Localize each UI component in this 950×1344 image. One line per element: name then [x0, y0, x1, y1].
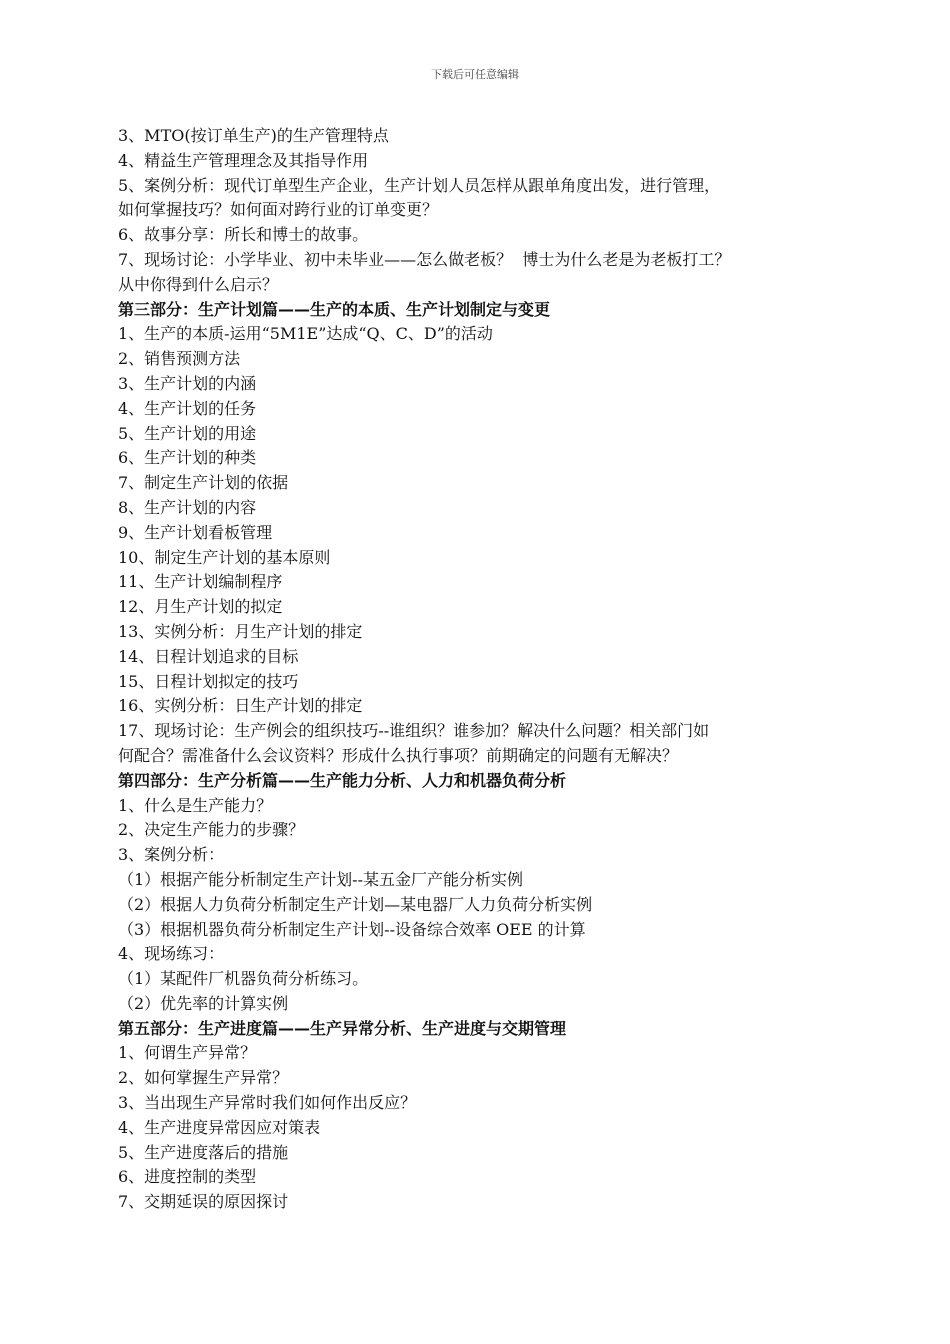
text-line: 1、何谓生产异常？ [118, 1043, 257, 1063]
text-line: 1、生产的本质-运用“5M1E”达成“Q、C、D”的活动 [118, 324, 493, 344]
text-line: 4、生产计划的任务 [118, 398, 257, 418]
text-line: 3、当出现生产异常时我们如何作出反应？ [118, 1093, 417, 1113]
document-body [118, 124, 838, 1215]
text-line: 16、实例分析：日生产计划的排定 [118, 696, 363, 716]
text-line: 如何掌握技巧？如何面对跨行业的订单变更？ [118, 200, 439, 220]
text-line: 1、什么是生产能力？ [118, 795, 273, 815]
text-line: 17、现场讨论：生产例会的组织技巧--谁组织？谁参加？解决什么问题？相关部门如 [118, 721, 710, 741]
text-line: 3、生产计划的内涵 [118, 373, 257, 393]
text-line: 15、日程计划拟定的技巧 [118, 671, 299, 691]
text-line: 14、日程计划追求的目标 [118, 646, 299, 666]
text-line: 4、精益生产管理理念及其指导作用 [118, 150, 369, 170]
text-line: 10、制定生产计划的基本原则 [118, 547, 331, 567]
text-line: （3）根据机器负荷分析制定生产计划--设备综合效率 OEE 的计算 [118, 919, 586, 939]
page-header: 下载后可任意编辑 [431, 68, 519, 81]
text-line: （1）根据产能分析制定生产计划--某五金厂产能分析实例 [118, 869, 523, 889]
text-line: 从中你得到什么启示？ [118, 274, 279, 294]
section-heading: 第四部分：生产分析篇——生产能力分析、人力和机器负荷分析 [118, 770, 567, 790]
text-line: 何配合？需准备什么会议资料？形成什么执行事项？前期确定的问题有无解决？ [118, 745, 679, 765]
text-line: 7、交期延误的原因探讨 [118, 1192, 289, 1212]
text-line: 5、生产计划的用途 [118, 423, 257, 443]
text-line: 4、生产进度异常因应对策表 [118, 1117, 321, 1137]
text-line: 8、生产计划的内容 [118, 497, 257, 517]
text-line: 6、进度控制的类型 [118, 1167, 257, 1187]
text-line: 7、现场讨论：小学毕业、初中未毕业——怎么做老板？ 博士为什么老是为老板打工？ [118, 249, 731, 269]
section-heading: 第五部分：生产进度篇——生产异常分析、生产进度与交期管理 [118, 1018, 567, 1038]
text-line: （1）某配件厂机器负荷分析练习。 [118, 969, 369, 989]
text-line: 11、生产计划编制程序 [118, 572, 283, 592]
text-line: 2、决定生产能力的步骤？ [118, 820, 305, 840]
text-line: 5、生产进度落后的措施 [118, 1142, 289, 1162]
section-heading: 第三部分：生产计划篇——生产的本质、生产计划制定与变更 [118, 299, 551, 319]
text-line: 2、销售预测方法 [118, 349, 241, 369]
text-line: （2）优先率的计算实例 [118, 993, 289, 1013]
text-line: 3、案例分析： [118, 845, 225, 865]
text-line: 4、现场练习： [118, 944, 225, 964]
text-line: 5、案例分析：现代订单型生产企业，生产计划人员怎样从跟单角度出发，进行管理， [118, 175, 721, 195]
text-line: 9、生产计划看板管理 [118, 522, 273, 542]
text-line: 13、实例分析：月生产计划的排定 [118, 621, 363, 641]
text-line: 12、月生产计划的拟定 [118, 597, 283, 617]
text-line: 3、MTO(按订单生产)的生产管理特点 [118, 126, 389, 145]
text-line: 6、故事分享：所长和博士的故事。 [118, 225, 369, 245]
text-line: 6、生产计划的种类 [118, 448, 257, 468]
text-line: （2）根据人力负荷分析制定生产计划—某电器厂人力负荷分析实例 [118, 894, 593, 914]
text-line: 7、制定生产计划的依据 [118, 473, 289, 493]
text-line: 2、如何掌握生产异常？ [118, 1068, 289, 1088]
